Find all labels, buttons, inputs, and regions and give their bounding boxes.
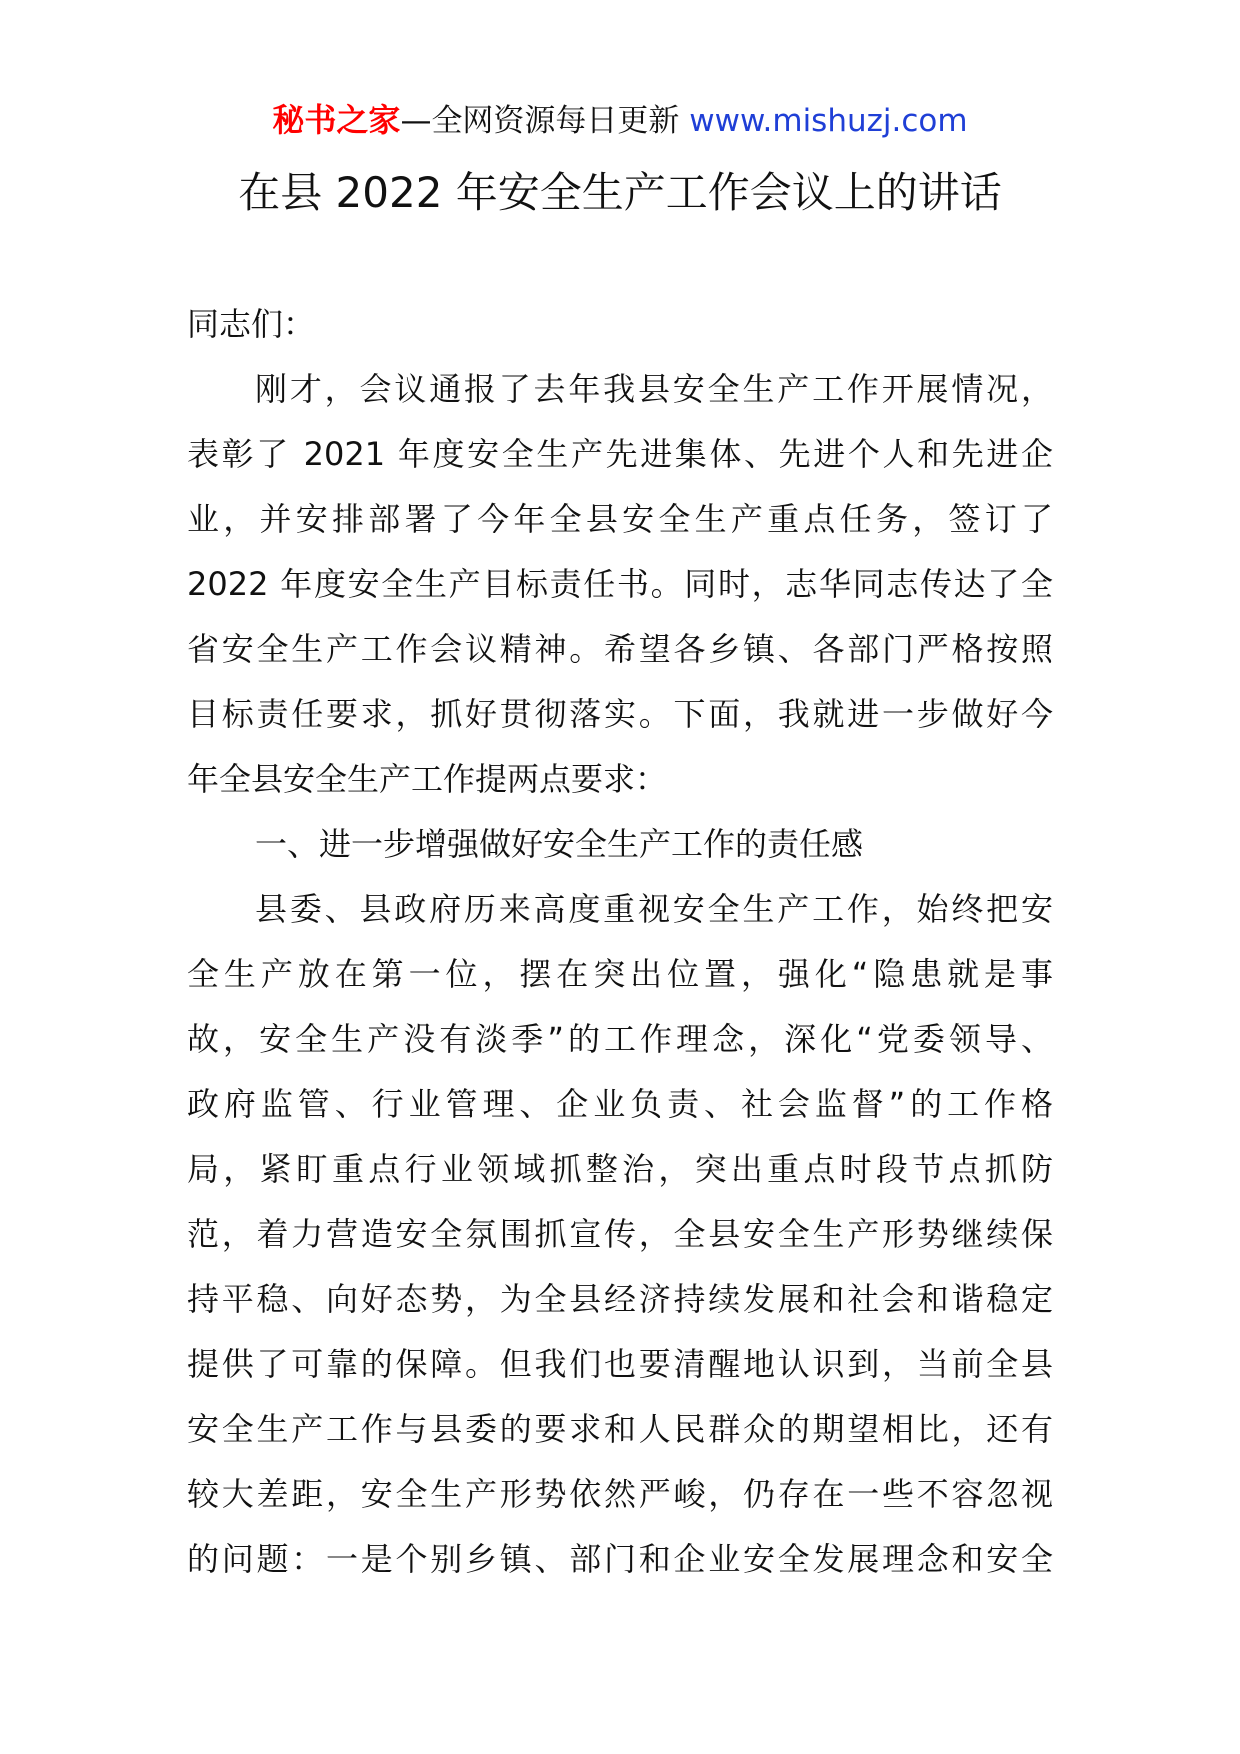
paragraph-line: 业，并安排部署了今年全县安全生产重点任务，签订了 [187,500,1053,538]
site-url-link[interactable]: www.mishuzj.com [689,103,968,139]
paragraph-line: 刚才，会议通报了去年我县安全生产工作开展情况， [255,370,1053,408]
paragraph-line: 局，紧盯重点行业领域抓整治，突出重点时段节点抓防 [187,1150,1053,1188]
paragraph-line: 范，着力营造安全氛围抓宣传，全县安全生产形势继续保 [187,1215,1053,1253]
paragraph-line: 全生产放在第一位，摆在突出位置，强化“隐患就是事 [187,955,1053,993]
paragraph-line: 持平稳、向好态势，为全县经济持续发展和社会和谐稳定 [187,1280,1053,1318]
paragraph-line: 县委、县政府历来高度重视安全生产工作，始终把安 [255,890,1053,928]
section-heading: 一、进一步增强做好安全生产工作的责任感 [255,825,864,863]
paragraph-line: 安全生产工作与县委的要求和人民群众的期望相比，还有 [187,1410,1053,1448]
paragraph-line: 2022 年度安全生产目标责任书。同时，志华同志传达了全 [187,565,1053,603]
site-tagline: —全网资源每日更新 [400,103,690,139]
site-header [0,98,1240,143]
salutation: 同志们： [187,305,316,343]
paragraph-line: 较大差距，安全生产形势依然严峻，仍存在一些不容忽视 [187,1475,1053,1513]
paragraph-line: 政府监管、行业管理、企业负责、社会监督”的工作格 [187,1085,1053,1123]
paragraph-line: 提供了可靠的保障。但我们也要清醒地认识到，当前全县 [187,1345,1053,1383]
document-body [187,292,1053,1592]
paragraph-line: 故，安全生产没有淡季”的工作理念，深化“党委领导、 [187,1020,1053,1058]
paragraph-line: 目标责任要求，抓好贯彻落实。下面，我就进一步做好今 [187,695,1053,733]
paragraph-line: 年全县安全生产工作提两点要求： [187,760,668,798]
paragraph-line: 表彰了 2021 年度安全生产先进集体、先进个人和先进企 [187,435,1053,473]
document-title: 在县 2022 年安全生产工作会议上的讲话 [238,168,1002,217]
paragraph-line: 省安全生产工作会议精神。希望各乡镇、各部门严格按照 [187,630,1053,668]
paragraph-line: 的问题：一是个别乡镇、部门和企业安全发展理念和安全 [187,1540,1053,1578]
brand-name: 秘书之家 [272,101,401,139]
